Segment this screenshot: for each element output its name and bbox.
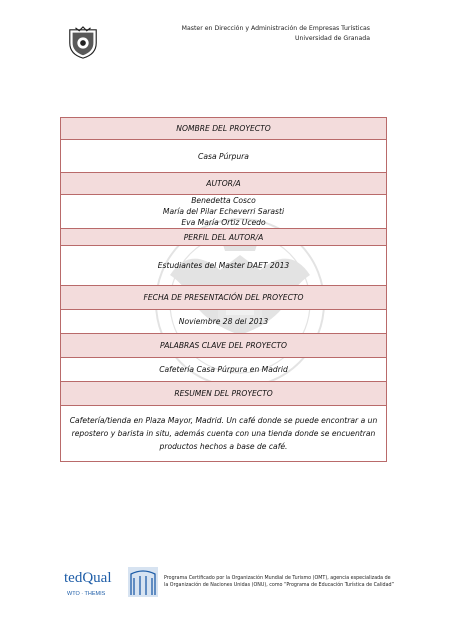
autor-2: María del Pilar Echeverri Sarasti <box>162 207 285 216</box>
fecha-value: Noviembre 28 del 2013 <box>61 310 387 334</box>
autor-1: Benedetta Cosco <box>191 196 256 205</box>
tedqual-logo <box>64 566 160 600</box>
page-header <box>182 24 370 44</box>
autor-label: AUTOR/A <box>61 173 387 195</box>
autor-3: Eva María Ortiz Ucedo <box>181 218 266 227</box>
project-form <box>60 117 387 462</box>
palabras-label: PALABRAS CLAVE DEL PROYECTO <box>61 334 387 358</box>
nombre-value: Casa Púrpura <box>61 140 387 173</box>
tedqual-logo-sub: WTO · THEMIS <box>67 591 106 597</box>
fecha-label: FECHA DE PRESENTACIÓN DEL PROYECTO <box>61 286 387 310</box>
nombre-label: NOMBRE DEL PROYECTO <box>61 118 387 140</box>
header-university: Universidad de Granada <box>294 35 370 42</box>
perfil-value: Estudiantes del Master DAET 2013 <box>61 246 387 286</box>
footer-certification: Programa Certificado por la Organización Mundial de Turismo (OMT), agencia especializada de la Organización de Naciones Unidas (ONU), como “Programa de Educación Turística de Calidad” <box>164 576 395 588</box>
autor-values <box>61 195 387 229</box>
header-program: Master en Dirección y Administración de Empresas Turísticas <box>181 25 370 32</box>
resumen-label: RESUMEN DEL PROYECTO <box>61 382 387 406</box>
resumen-value: Cafetería/tienda en Plaza Mayor, Madrid. Un café donde se puede encontrar a un repostero y barista in situ, además cuenta con una tienda donde se encuentran productos hechos a base de café. <box>61 406 387 462</box>
palabras-value: Cafetería Casa Púrpura en Madrid <box>61 358 387 382</box>
perfil-label: PERFIL DEL AUTOR/A <box>61 229 387 246</box>
university-seal-icon <box>64 26 102 60</box>
tedqual-logo-text: tedQual <box>64 570 112 586</box>
